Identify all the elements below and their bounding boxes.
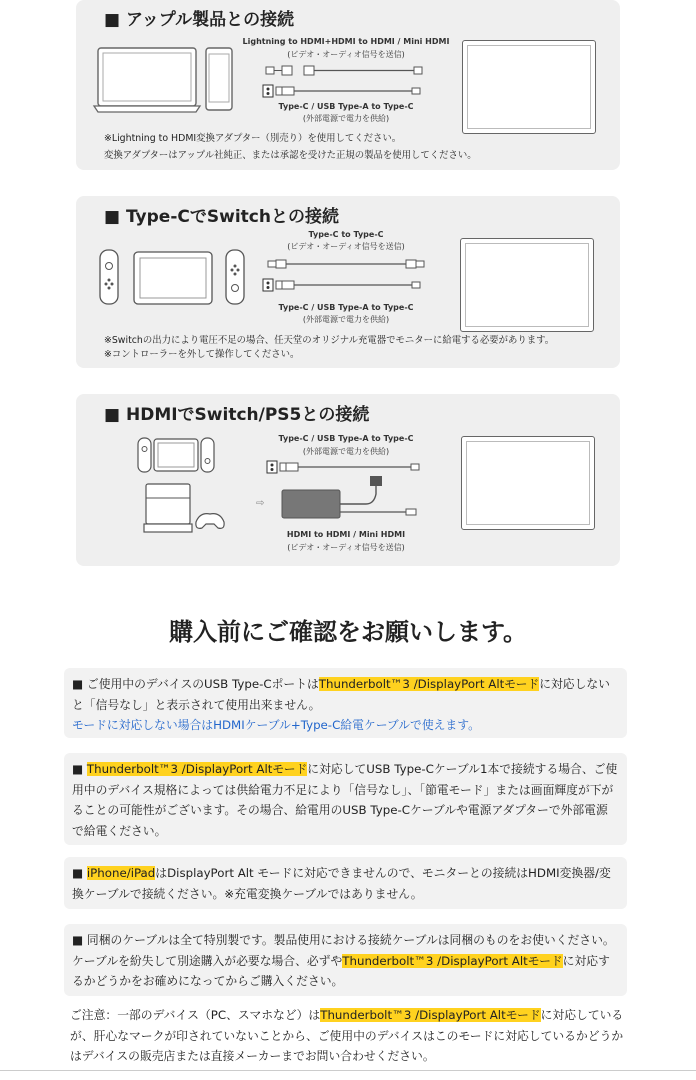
cable1-sub: (外部電源で電力を供給)	[302, 447, 390, 456]
panel-note: ※Switchの出力により電圧不足の場合、任天堂のオリジナル充電器でモニターに給電する必要があります。	[104, 335, 555, 346]
notice-text: ご注意：一部のデバイス（PC、スマホなど）は	[70, 1008, 321, 1022]
switch-console-icon	[136, 436, 216, 474]
highlight-text: Thunderbolt™3 /DisplayPort Altモード	[318, 677, 540, 691]
notice-box	[64, 753, 627, 845]
notice-text: に対応しているが、肝心なマークが印されていないことから、ご使用中のデバイスはこのモードに対応しているかどうかはデバイスの販売店または直接メーカーまでお問い合わせください。	[70, 1008, 624, 1063]
hdmi-switch-ps5-panel	[76, 394, 620, 566]
hdmi-adapter-icon	[256, 474, 426, 524]
switch-console-icon	[98, 248, 248, 306]
notice-text: ■ 同梱のケーブルは全て特別製です。製品使用における接続ケーブルは同梱のものをお使いください。ケーブルを紛失して別途購入が必要な場合、必ずや	[72, 933, 615, 968]
cable2-label: HDMI to HDMI / Mini HDMI	[286, 530, 406, 539]
panel-title: ■ アップル製品との接続	[104, 10, 295, 30]
cable2-sub: (外部電源で電力を供給)	[302, 114, 390, 123]
monitor-icon	[460, 238, 594, 332]
notice-box	[64, 668, 627, 738]
cable1-sub: (ビデオ・オーディオ信号を送信)	[287, 242, 405, 251]
monitor-icon	[461, 436, 595, 530]
caution-text	[70, 1005, 630, 1067]
panel-note: ※コントローラーを外して操作してください。	[104, 349, 300, 360]
monitor-icon	[462, 40, 596, 134]
typec-cable-icon	[266, 258, 426, 270]
lightning-hdmi-cable-icon	[264, 64, 424, 78]
notice-text: に対応するかどうかをお確めになってからご購入ください。	[72, 953, 610, 988]
panel-title: ■ Type-CでSwitchとの接続	[104, 207, 339, 227]
notice-box	[64, 857, 627, 909]
cable1-label: Lightning to HDMI+HDMI to HDMI / Mini HDMI	[242, 37, 450, 46]
apple-connection-panel	[76, 0, 620, 170]
page-title: 購入前にご確認をお願いします。	[168, 618, 528, 646]
cable2-label: Type-C / USB Type-A to Type-C	[278, 102, 414, 111]
notice-text: ■ ご使用中のデバイスのUSB Type-Cポートは	[72, 677, 319, 691]
highlight-text: Thunderbolt™3 /DisplayPort Altモード	[320, 1008, 541, 1022]
cable1-label: Type-C / USB Type-A to Type-C	[278, 434, 414, 443]
panel-note: ※Lightning to HDMI変換アダプター（別売り）を使用してください。	[104, 133, 402, 144]
switch-typec-panel	[76, 196, 620, 368]
cable2-sub: (外部電源で電力を供給)	[302, 315, 390, 324]
svg-text:⇨: ⇨	[256, 498, 265, 509]
power-cable-icon	[266, 460, 426, 474]
notice-text: ■	[72, 762, 87, 776]
cable2-sub: (ビデオ・オーディオ信号を送信)	[287, 543, 405, 552]
notice-text: はDisplayPort Alt モードに対応できませんので、モニターとの接続はHDMI変換器/変換ケーブルで接続ください。※充電変換ケーブルではありません。	[72, 866, 611, 901]
power-cable-icon	[262, 278, 424, 292]
highlight-text: Thunderbolt™3 /DisplayPort Altモード	[86, 762, 308, 776]
highlight-text: Thunderbolt™3 /DisplayPort Altモード	[342, 953, 563, 968]
panel-title: ■ HDMIでSwitch/PS5との接続	[104, 405, 370, 425]
cable2-label: Type-C / USB Type-A to Type-C	[278, 303, 414, 312]
ps5-console-icon	[144, 482, 228, 536]
notice-blue-text: モードに対応しない場合はHDMIケーブル+Type-C給電ケーブルで使えます。	[72, 718, 480, 732]
notice-text: ■	[72, 866, 87, 880]
cable1-label: Type-C to Type-C	[308, 230, 384, 239]
notice-text: に対応しないと「信号なし」と表示されて使用出来ません。	[72, 677, 610, 712]
highlight-text: iPhone/iPad	[86, 866, 156, 880]
divider	[0, 1070, 696, 1071]
power-cable-icon	[262, 84, 424, 98]
notice-box	[64, 924, 627, 996]
cable1-sub: (ビデオ・オーディオ信号を送信)	[287, 50, 405, 59]
panel-note: 変換アダプターはアップル社純正、または承認を受けた正規の製品を使用してください。	[104, 150, 477, 161]
notice-text: に対応してUSB Type-Cケーブル1本で接続する場合、ご使用中のデバイス規格によっては供給電力不足により「信号なし」、「節電モード」または画面輝度が下がることの可能性がございます。その場合、給電用のUSB Type-Cケーブルや電源アダプターで外部電源で給電ください。	[72, 762, 618, 838]
